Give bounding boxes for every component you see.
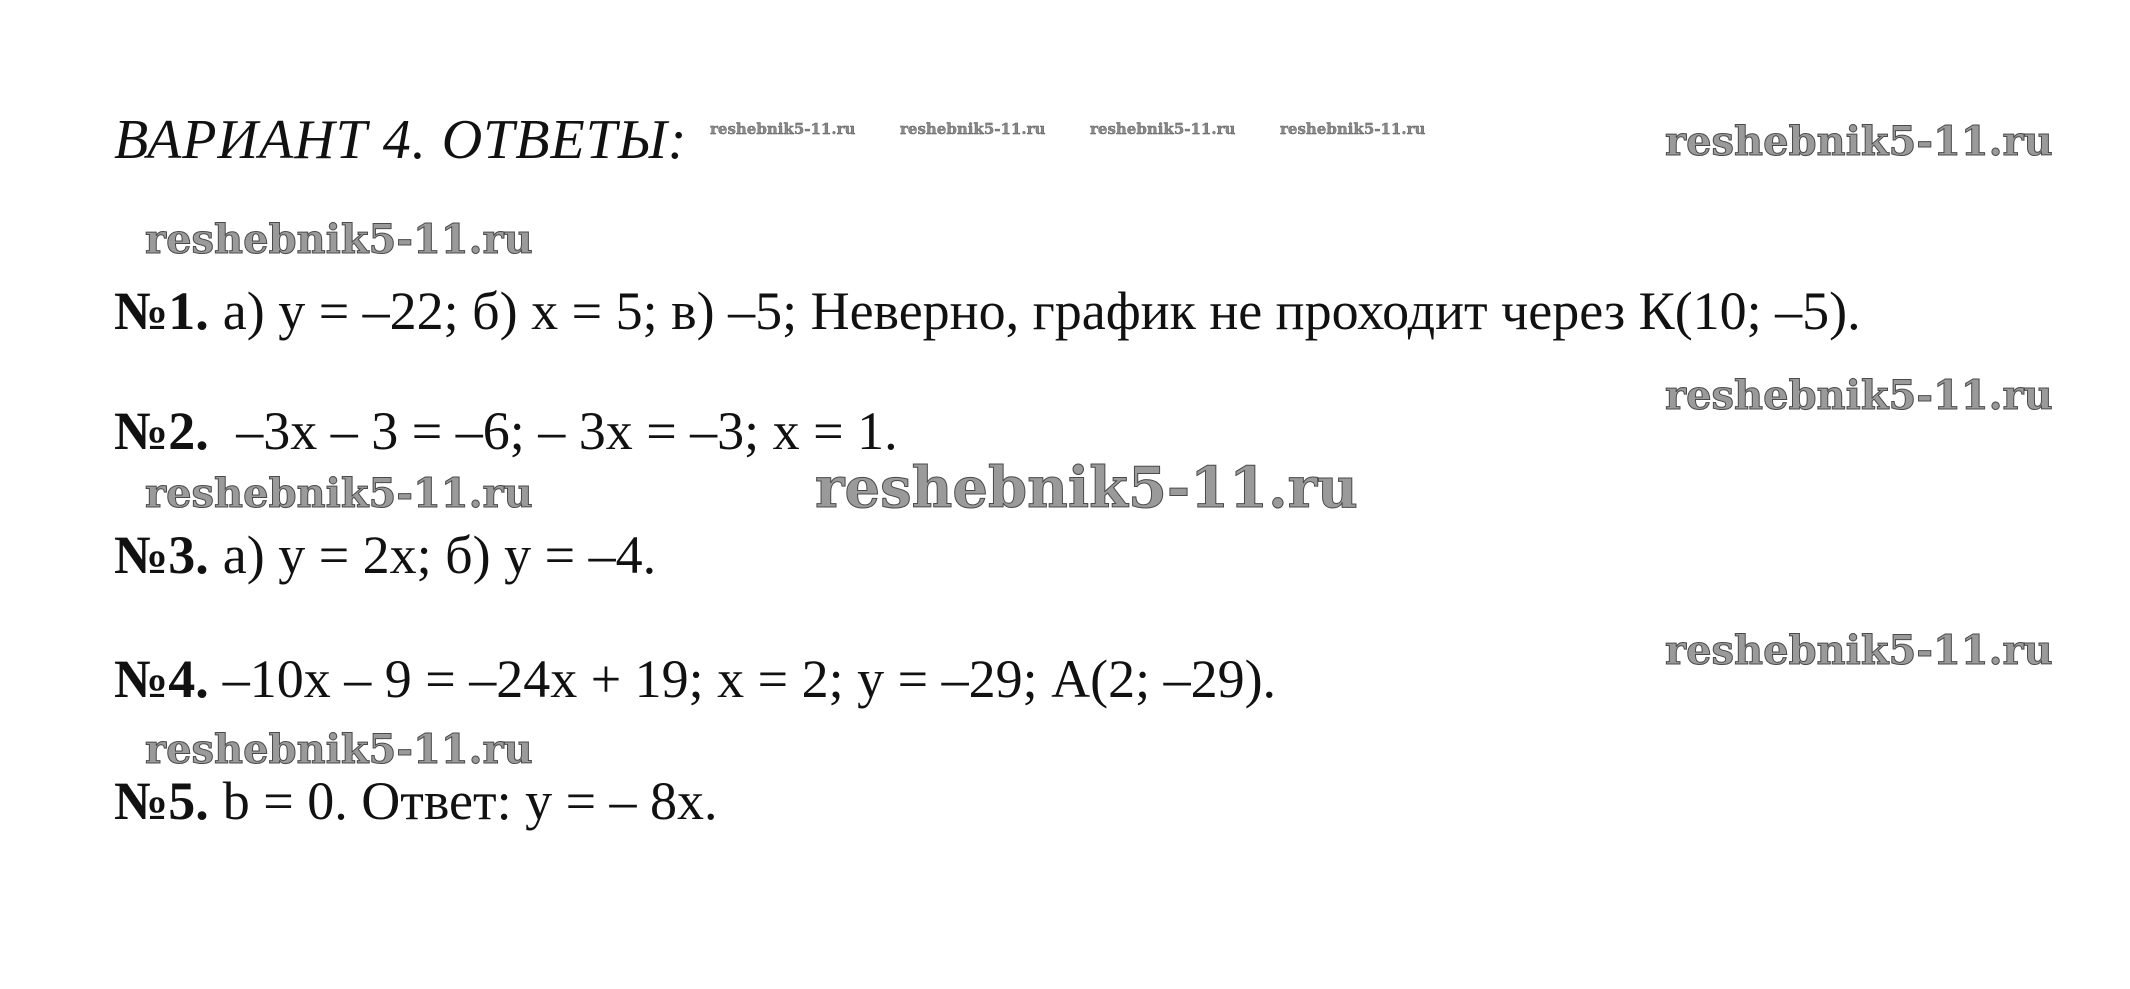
- answer-5: [114, 770, 718, 832]
- answer-4-text: –10х – 9 = –24х + 19; х = 2; у = –29; А(2; –29).: [222, 649, 1277, 709]
- answer-2-text: –3х – 3 = –6; – 3х = –3; х = 1.: [222, 401, 898, 461]
- watermark-tiny-3: reshebnik5-11.ru: [1090, 120, 1236, 138]
- answer-4: [114, 648, 1276, 710]
- watermark-right-1: reshebnik5-11.ru: [1665, 118, 2053, 165]
- watermark-right-3: reshebnik5-11.ru: [1665, 627, 2053, 674]
- answer-2: [114, 400, 898, 462]
- page-title: ВАРИАНТ 4. ОТВЕТЫ:: [114, 109, 688, 171]
- answer-3-text: а) у = 2х; б) у = –4.: [222, 525, 657, 585]
- watermark-tiny-1: reshebnik5-11.ru: [710, 120, 856, 138]
- watermark-left-1: reshebnik5-11.ru: [145, 216, 533, 263]
- watermark-right-2: reshebnik5-11.ru: [1665, 372, 2053, 419]
- answer-1: [114, 280, 1861, 342]
- answer-3: [114, 524, 656, 586]
- answer-1-number: №1.: [114, 281, 209, 341]
- answer-5-number: №5.: [114, 771, 209, 831]
- watermark-tiny-4: reshebnik5-11.ru: [1280, 120, 1426, 138]
- answer-3-number: №3.: [114, 525, 209, 585]
- watermark-tiny-2: reshebnik5-11.ru: [900, 120, 1046, 138]
- watermark-center: reshebnik5-11.ru: [815, 455, 1358, 521]
- watermark-left-2: reshebnik5-11.ru: [145, 470, 533, 517]
- answer-5-text: b = 0. Ответ: у = – 8х.: [222, 771, 718, 831]
- watermark-left-3: reshebnik5-11.ru: [145, 726, 533, 773]
- answer-4-number: №4.: [114, 649, 209, 709]
- answer-2-number: №2.: [114, 401, 209, 461]
- answer-1-text: а) у = –22; б) х = 5; в) –5; Неверно, график не проходит через К(10; –5).: [222, 281, 1861, 341]
